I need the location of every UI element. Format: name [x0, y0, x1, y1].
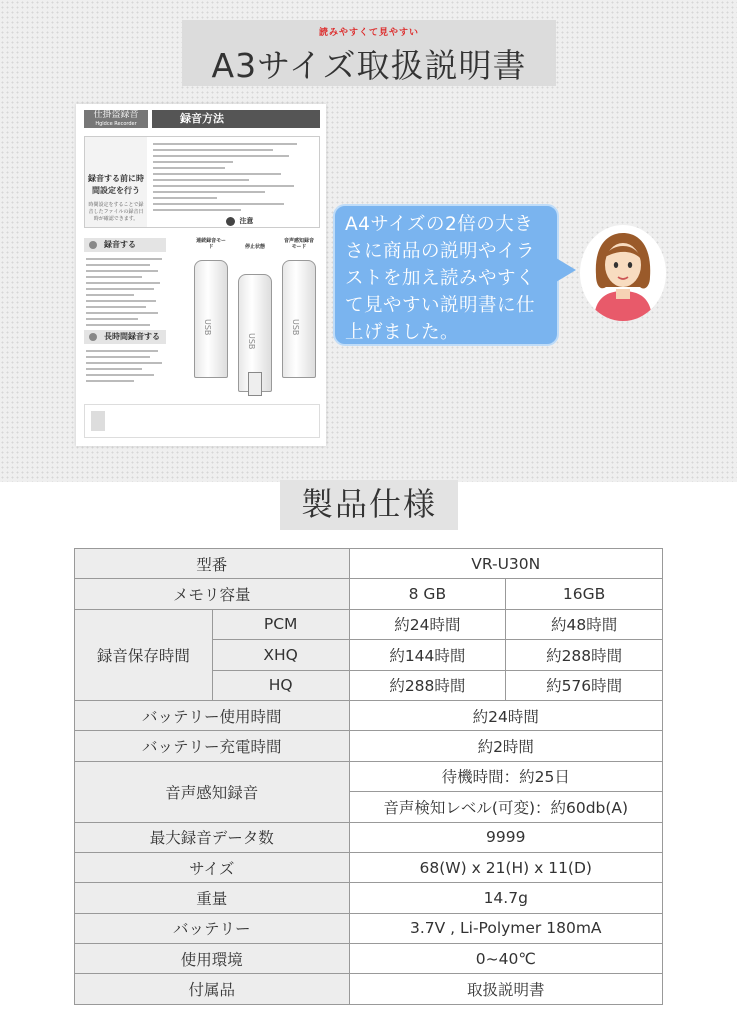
- rec-time-8gb: 約24時間: [349, 609, 506, 639]
- manual-title: A3サイズ取扱説明書: [211, 46, 527, 85]
- accessory-label: 付属品: [75, 974, 350, 1004]
- max-files-value: 9999: [349, 822, 663, 852]
- usb-text: USB: [291, 319, 300, 336]
- table-row: [75, 852, 663, 882]
- size-value: 68(W) x 21(H) x 11(D): [349, 852, 663, 882]
- max-files-label: 最大録音データ数: [75, 822, 350, 852]
- memory-value-16gb: 16GB: [506, 579, 663, 609]
- weight-label: 重量: [75, 883, 350, 913]
- device-label-stop: 停止状態: [244, 244, 265, 250]
- rec-time-8gb: 約288時間: [349, 670, 506, 700]
- manual-subtitle: 読みやすくて見やすい: [318, 28, 419, 38]
- sheet-section-record: 録音する: [84, 238, 166, 252]
- sheet-side-note: 時間設定をすることで録音したファイルの録音日時が確認できます。: [88, 202, 144, 222]
- sheet-section-long: 長時間録音する: [84, 330, 166, 344]
- environment-value: 0~40℃: [349, 944, 663, 974]
- accessory-value: 取扱説明書: [349, 974, 663, 1004]
- usb-recorder-illustration: [282, 260, 316, 378]
- sheet-long-text: [86, 350, 166, 386]
- speech-bubble: A4サイズの2倍の大きさに商品の説明やイラストを加え読みやすくて見やすい説明書に仕上げました。: [333, 204, 559, 346]
- rec-time-8gb: 約144時間: [349, 640, 506, 670]
- sheet-body-text: [153, 143, 313, 215]
- manual-title-box: [182, 20, 556, 86]
- table-row: [75, 944, 663, 974]
- sheet-brand: [84, 110, 148, 128]
- usb-text: USB: [203, 319, 212, 336]
- rec-time-16gb: 約48時間: [506, 609, 663, 639]
- sheet-header: [84, 110, 320, 128]
- model-label: 型番: [75, 549, 350, 579]
- table-row: [75, 913, 663, 943]
- rec-mode-label: HQ: [212, 670, 349, 700]
- battery-value: 3.7V , Li-Polymer 180mA: [349, 913, 663, 943]
- table-row: [75, 700, 663, 730]
- sheet-brand-name: 仕掛盗録音: [93, 110, 139, 120]
- usb-recorder-illustration: [194, 260, 228, 378]
- sheet-record-text: [86, 258, 166, 330]
- size-label: サイズ: [75, 852, 350, 882]
- model-value: VR-U30N: [349, 549, 663, 579]
- manual-sheet-image: [76, 104, 326, 446]
- sheet-side-panel: [85, 137, 147, 227]
- environment-label: 使用環境: [75, 944, 350, 974]
- battery-use-label: バッテリー使用時間: [75, 700, 350, 730]
- table-row: [75, 579, 663, 609]
- sheet-time-setting-box: [84, 136, 320, 228]
- rec-mode-label: PCM: [212, 609, 349, 639]
- sheet-memo-box: [84, 404, 320, 438]
- spec-title: 製品仕様: [280, 480, 458, 530]
- memory-value-8gb: 8 GB: [349, 579, 506, 609]
- usb-plug-illustration: [248, 372, 262, 396]
- table-row: [75, 761, 663, 791]
- caution-icon: [226, 217, 235, 226]
- sheet-heading: 録音方法: [152, 110, 320, 128]
- table-row: [75, 731, 663, 761]
- sheet-device-illustrations: [194, 238, 324, 398]
- rec-time-16gb: 約288時間: [506, 640, 663, 670]
- table-row: [75, 883, 663, 913]
- table-row: [75, 549, 663, 579]
- sheet-brand-sub: Hgldce Recorder: [95, 121, 137, 127]
- weight-value: 14.7g: [349, 883, 663, 913]
- voice-label: 音声感知録音: [75, 761, 350, 822]
- rec-mode-label: XHQ: [212, 640, 349, 670]
- manual-preview-section: [0, 0, 737, 482]
- table-row: [75, 822, 663, 852]
- rec-time-label: 録音保存時間: [75, 609, 213, 700]
- battery-charge-label: バッテリー充電時間: [75, 731, 350, 761]
- voice-standby-value: 待機時間：約25日: [349, 761, 663, 791]
- device-label-continuous: 連続録音モード: [196, 238, 226, 250]
- memo-icon: [91, 411, 105, 431]
- table-row: [75, 974, 663, 1004]
- battery-label: バッテリー: [75, 913, 350, 943]
- battery-charge-value: 約2時間: [349, 731, 663, 761]
- sheet-caution-label: [226, 216, 316, 228]
- spec-table: [74, 548, 663, 1005]
- sheet-side-label: 録音する前に時間設定を行う: [88, 174, 144, 195]
- woman-avatar-illustration: [580, 225, 666, 321]
- speech-bubble-tail: [556, 258, 576, 282]
- table-row: [75, 609, 663, 639]
- voice-level-value: 音声検知レベル(可変)：約60db(A): [349, 792, 663, 822]
- usb-text: USB: [247, 333, 256, 350]
- device-label-voice: 音声感知録音モード: [283, 238, 314, 250]
- woman-avatar-icon: [580, 225, 666, 321]
- memory-label: メモリ容量: [75, 579, 350, 609]
- battery-use-value: 約24時間: [349, 700, 663, 730]
- rec-time-16gb: 約576時間: [506, 670, 663, 700]
- sheet-caution-text: 注意: [239, 217, 254, 225]
